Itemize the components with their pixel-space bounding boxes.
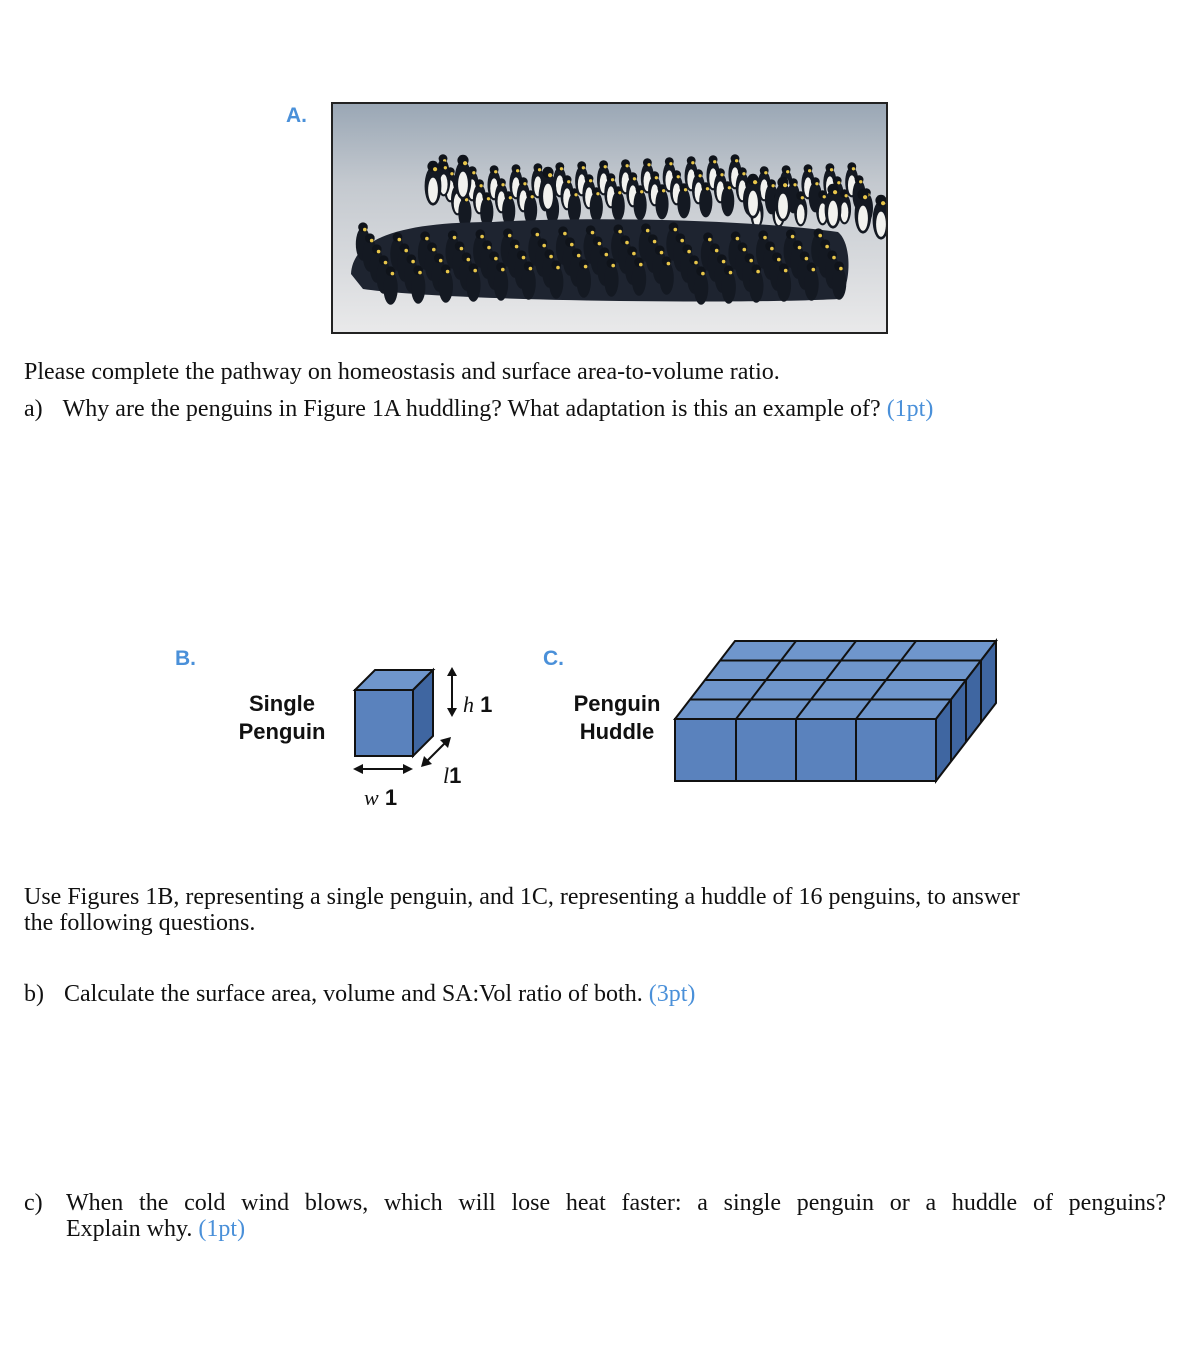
penguin-huddle-photo [331,102,888,334]
figure-a-label: A. [286,104,307,127]
width-var: w [364,785,379,810]
width-value: 1 [384,785,398,810]
question-a [24,396,933,422]
question-a-text: Why are the penguins in Figure 1A huddling? What adaptation is this an example of? [62,396,881,422]
question-b [24,981,695,1007]
height-var: h [463,692,474,717]
caption-line: Penguin [573,691,661,716]
caption-line: Single [248,691,315,716]
height-dimension [463,692,492,718]
question-a-points: (1pt) [886,396,934,422]
question-a-prefix: a) [24,396,43,422]
question-c [66,1190,1166,1242]
length-dimension [443,763,461,789]
figure-b-label: B. [175,647,196,670]
question-b-points: (3pt) [648,981,696,1007]
instructions-text [24,884,1184,936]
height-value: 1 [480,692,493,717]
width-dimension [364,785,397,811]
instructions-line: the following questions. [24,910,256,936]
figure-c-label: C. [543,647,564,670]
intro-text: Please complete the pathway on homeostasis and surface area-to-volume ratio. [24,359,780,385]
caption-line: Penguin [238,719,326,744]
question-c-line: Explain why. [66,1216,193,1242]
question-b-prefix: b) [24,981,44,1007]
penguin-huddle-caption [560,690,674,746]
question-c-prefix: c) [24,1190,43,1216]
single-penguin-caption [228,690,336,746]
caption-line: Huddle [579,719,655,744]
penguin-huddle-grid-diagram [670,636,1002,788]
question-c-points: (1pt) [198,1216,246,1242]
length-var: l [443,763,450,788]
instructions-line: Use Figures 1B, representing a single penguin, and 1C, representing a huddle of 16 penguins, to answer [24,884,1020,910]
question-c-line: When the cold wind blows, which will lose heat faster: a single penguin or a huddle of penguins? [66,1190,1166,1216]
length-value: 1 [449,763,462,788]
question-b-text: Calculate the surface area, volume and SA:Vol ratio of both. [64,981,643,1007]
